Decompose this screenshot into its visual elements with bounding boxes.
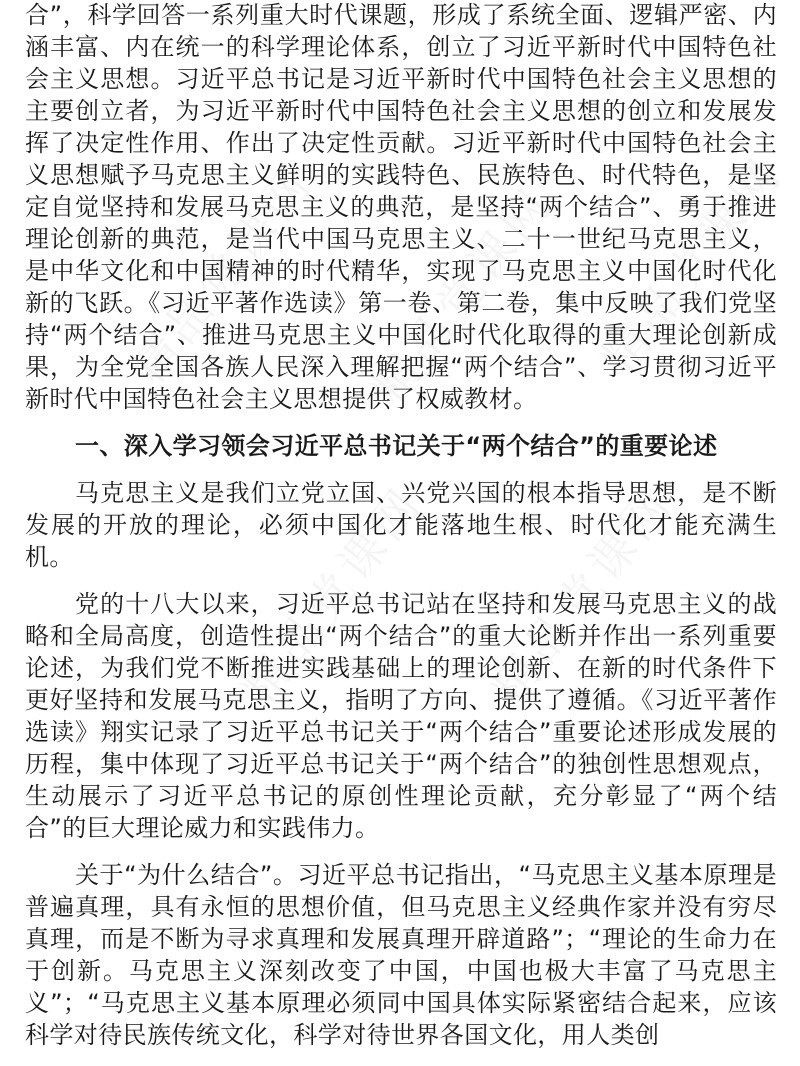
body-paragraph: 马克思主义是我们立党立国、兴党兴国的根本指导思想，是不断发展的开放的理论，必须中国化才能落地生根、时代化才能充满生机。 <box>25 479 777 571</box>
section-heading: 一、深入学习领会习近平总书记关于“两个结合”的重要论述 <box>75 432 718 460</box>
body-paragraph: 关于“为什么结合”。习近平总书记指出，“马克思主义基本原理是普遍真理，具有永恒的思想价值，但马克思主义经典作家并没有穷尽真理，而是不断为寻求真理和发展真理开辟道路”；“理论的生命力在于创新。马克思主义深刻改变了中国，中国也极大丰富了马克思主义”；“马克思主义基本原理必须同中国具体实际紧密结合起来，应该科学对待民族传统文化，科学对待世界各国文化，用人类创 <box>25 861 777 1049</box>
document-page <box>25 0 777 1066</box>
body-paragraph: 合”，科学回答一系列重大时代课题，形成了系统全面、逻辑严密、内涵丰富、内在统一的科学理论体系，创立了习近平新时代中国特色社会主义思想。习近平总书记是习近平新时代中国特色社会主义思想的主要创立者，为习近平新时代中国特色社会主义思想的创立和发展发挥了决定性作用、作出了决定性贡献。习近平新时代中国特色社会主义思想赋予马克思主义鲜明的实践特色、民族特色、时代特色，是坚定自觉坚持和发展马克思主义的典范，是坚持“两个结合”、勇于推进理论创新的典范，是当代中国马克思主义、二十一世纪马克思主义，是中华文化和中国精神的时代精华，实现了马克思主义中国化时代化新的飞跃。《习近平著作选读》第一卷、第二卷，集中反映了我们党坚持“两个结合”、推进马克思主义中国化时代化取得的重大理论创新成果，为全党全国各族人民深入理解把握“两个结合”、学习贯彻习近平新时代中国特色社会主义思想提供了权威教材。 <box>25 1 777 413</box>
body-paragraph: 党的十八大以来，习近平总书记站在坚持和发展马克思主义的战略和全局高度，创造性提出“两个结合”的重大论断并作出一系列重要论述，为我们党不断推进实践基础上的理论创新、在新的时代条件下更好坚持和发展马克思主义，指明了方向、提供了遵循。《习近平著作选读》翔实记录了习近平总书记关于“两个结合”重要论述形成发展的历程，集中体现了习近平总书记关于“两个结合”的独创性思想观点，生动展示了习近平总书记的原创性理论贡献，充分彰显了“两个结合”的巨大理论威力和实践伟力。 <box>25 590 777 842</box>
